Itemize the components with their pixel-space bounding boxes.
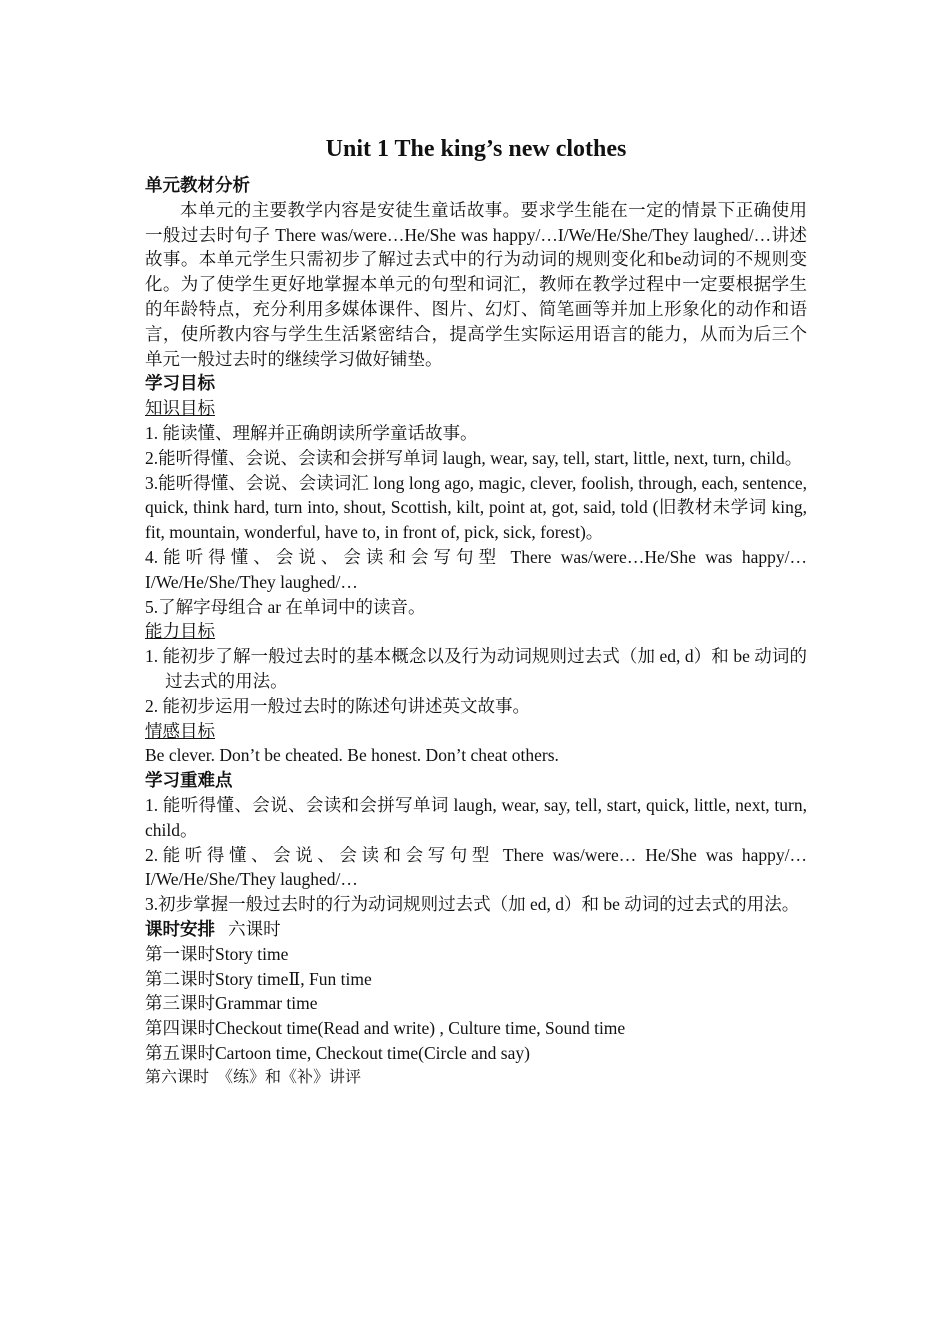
lesson-row — [145, 967, 807, 992]
lesson-content: Grammar time — [215, 993, 318, 1014]
key-point-item: 2.能听得懂、会说、会读和会写句型 There was/were… He/She was happy/… I/We/He/She/They laughed/… — [145, 844, 807, 890]
key-point-item: 1. 能听得懂、会说、会读和会拼写单词 laugh, wear, say, tell, start, quick, little, next, turn, child。 — [145, 794, 807, 840]
lesson-content: Story time — [215, 943, 289, 964]
key-point-item: 3.初步掌握一般过去时的行为动词规则过去式（加 ed, d）和 be 动词的过去式的用法。 — [145, 894, 800, 915]
lesson-row — [145, 942, 807, 967]
section-heading-schedule: 课时安排 — [145, 918, 215, 939]
lesson-content: 《练》和《补》讲评 — [217, 1068, 362, 1086]
lesson-content: Checkout time(Read and write) , Culture time, Sound time — [215, 1018, 626, 1039]
subheading-emotion: 情感目标 — [145, 720, 215, 741]
lesson-label: 第五课时 — [145, 1042, 215, 1063]
section-heading-analysis: 单元教材分析 — [145, 175, 250, 195]
schedule-heading-row — [145, 917, 807, 942]
ability-item: 2. 能初步运用一般过去时的陈述句讲述英文故事。 — [145, 695, 530, 716]
lesson-row — [145, 991, 807, 1016]
emotion-text: Be clever. Don’t be cheated. Be honest. Don’t cheat others. — [145, 745, 559, 766]
knowledge-item: 2.能听得懂、会说、会读和会拼写单词 laugh, wear, say, tell, start, little, next, turn, child。 — [145, 447, 803, 468]
knowledge-item: 5.了解字母组合 ar 在单词中的读音。 — [145, 596, 426, 617]
lesson-label: 第三课时 — [145, 993, 215, 1014]
knowledge-item: 1. 能读懂、理解并正确朗读所学童话故事。 — [145, 422, 478, 443]
schedule-total: 六课时 — [228, 918, 281, 939]
document-title: Unit 1 The king’s new clothes — [325, 136, 627, 162]
lesson-content: Story timeⅡ, Fun time — [215, 968, 372, 989]
lesson-label: 第二课时 — [145, 968, 215, 989]
lesson-row — [145, 1041, 807, 1066]
lesson-label: 第一课时 — [145, 943, 215, 964]
lesson-label: 第四课时 — [145, 1018, 215, 1039]
section-heading-key-points: 学习重难点 — [145, 770, 233, 791]
lesson-row — [145, 1066, 807, 1091]
knowledge-item: 4.能听得懂、会说、会读和会写句型 There was/were…He/She was happy/…I/We/He/She/They laughed/… — [145, 546, 807, 592]
lesson-content: Cartoon time, Checkout time(Circle and say) — [215, 1042, 530, 1063]
section-heading-objectives: 学习目标 — [145, 373, 215, 394]
ability-item: 1. 能初步了解一般过去时的基本概念以及行为动词规则过去式（加 ed, d）和 be 动词的过去式的用法。 — [145, 646, 807, 691]
knowledge-item: 3.能听得懂、会说、会读词汇 long long ago, magic, clever, foolish, through, each, sentence, quick, think hard, turn into, shout, Scottish, kilt, point at, got, said, told (旧教材未学词 king, fit, mountain, wonderful, have to, in front of, pick, sick, forest)。 — [145, 472, 807, 543]
lesson-row — [145, 1016, 807, 1041]
subheading-knowledge: 知识目标 — [145, 398, 215, 419]
analysis-paragraph: 本单元的主要教学内容是安徒生童话故事。要求学生能在一定的情景下正确使用一般过去时句子 There was/were…He/She was happy/…I/We/He/She/They laughed/…讲述故事。本单元学生只需初步了解过去式中的行为动词的规则变化和be动词的不规则变化。为了使学生更好地掌握本单元的句型和词汇，教师在教学过程中一定要根据学生的年龄特点，充分利用多媒体课件、图片、幻灯、简笔画等并加上形象化的动作和语言，使所教内容与学生生活紧密结合，提高学生实际运用语言的能力，从而为后三个单元一般过去时的继续学习做好铺垫。 — [145, 199, 807, 369]
lesson-label: 第六课时 — [145, 1068, 210, 1086]
document-page — [145, 133, 807, 1090]
subheading-ability: 能力目标 — [145, 621, 215, 642]
